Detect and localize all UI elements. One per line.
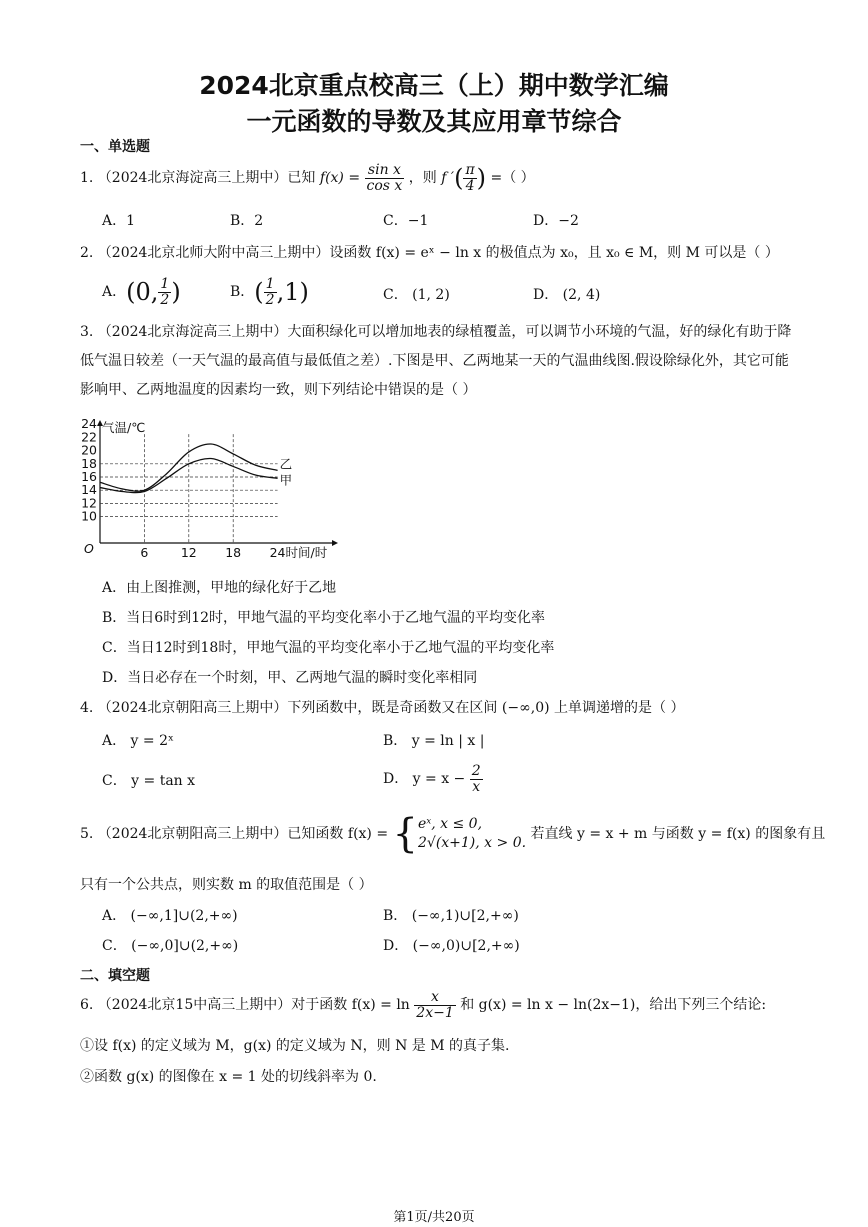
q2-option-a-left: (0, bbox=[126, 278, 159, 306]
q5-option-a[interactable]: A． (−∞,1]∪(2,+∞) bbox=[102, 908, 238, 924]
q2-option-c[interactable]: C． (1, 2) bbox=[383, 287, 450, 303]
y-tick-label-22: 22 bbox=[81, 429, 97, 445]
q2-option-a-label: A． bbox=[102, 284, 127, 300]
q3-option-c[interactable]: C．当日12时到18时，甲地气温的平均变化率小于乙地气温的平均变化率 bbox=[102, 640, 555, 656]
page-title: 2024北京重点校高三（上）期中数学汇编 bbox=[199, 71, 669, 100]
question-2: 2. （2024北京北师大附中高三上期中）设函数 f(x) = eˣ − ln x 的极值点为 x₀，且 x₀ ∈ M，则 M 可以是（ ） bbox=[80, 245, 779, 261]
q4-option-c[interactable]: C． y = tan x bbox=[102, 773, 196, 789]
q6-conclusion-1: ①设 f(x) 的定义域为 M，g(x) 的定义域为 N，则 N 是 M 的真子集. bbox=[80, 1038, 510, 1054]
q2-option-a-fraction bbox=[158, 277, 171, 307]
q6-den: 2x−1 bbox=[416, 1004, 454, 1021]
q1-arg-num: π bbox=[465, 161, 475, 178]
q2-option-b-left: ( bbox=[254, 278, 264, 306]
x-tick-label-12: 12 bbox=[180, 545, 197, 560]
q4-option-d-num: 2 bbox=[471, 762, 481, 779]
q1-fraction bbox=[365, 163, 405, 193]
q5-piecewise bbox=[418, 815, 526, 853]
x-tick-label-6: 6 bbox=[140, 545, 149, 560]
y-tick-label-10: 10 bbox=[81, 508, 97, 524]
y-tick-label-12: 12 bbox=[81, 495, 97, 511]
q5-piece-2: 2√(x+1), x > 0. bbox=[417, 835, 527, 851]
q4-option-d-fraction bbox=[470, 764, 483, 794]
x-tick-label-24: 24时间/时 bbox=[269, 545, 328, 560]
q1-den: cos x bbox=[366, 177, 403, 194]
q2-option-a-right: ) bbox=[171, 278, 181, 306]
q6-suffix: 和 g(x) = ln x − ln(2x−1)，给出下列三个结论: bbox=[460, 997, 767, 1013]
q1-prefix: 1. （2024北京海淀高三上期中）已知 bbox=[80, 170, 316, 186]
q5-piece-1: eˣ, x ≤ 0, bbox=[417, 816, 483, 833]
origin-label: O bbox=[84, 541, 94, 556]
q1-option-c[interactable]: C．−1 bbox=[383, 213, 429, 229]
series-label-乙: 乙 bbox=[279, 456, 293, 472]
q2-option-b[interactable] bbox=[230, 274, 309, 310]
x-axis-arrow bbox=[332, 540, 338, 546]
q1-fx: f(x) = bbox=[319, 170, 361, 186]
y-tick-label-14: 14 bbox=[81, 482, 97, 498]
q1-option-a[interactable]: A．1 bbox=[102, 213, 136, 229]
q5-option-c[interactable]: C． (−∞,0]∪(2,+∞) bbox=[102, 938, 239, 954]
x-tick-label-18: 18 bbox=[225, 545, 242, 560]
y-tick-label-20: 20 bbox=[81, 442, 97, 458]
q2-option-b-fraction bbox=[264, 277, 277, 307]
q5-option-b[interactable]: B． (−∞,1)∪[2,+∞) bbox=[383, 908, 519, 924]
question-4: 4. （2024北京朝阳高三上期中）下列函数中，既是奇函数又在区间 (−∞,0) 上单调递增的是（ ） bbox=[80, 700, 685, 716]
temperature-chart bbox=[80, 418, 340, 563]
q4-option-d-den: x bbox=[472, 778, 481, 795]
q1-fprime: f ′ bbox=[441, 170, 455, 186]
q1-arg-fraction bbox=[463, 163, 476, 193]
q2-option-b-den: 2 bbox=[265, 291, 275, 308]
y-tick-label-18: 18 bbox=[81, 455, 97, 471]
question-6 bbox=[80, 984, 766, 1026]
q1-suffix: =（ ） bbox=[490, 170, 535, 186]
q2-option-b-right: ,1) bbox=[276, 278, 309, 306]
q2-option-b-label: B． bbox=[230, 284, 255, 300]
q2-option-b-num: 1 bbox=[265, 275, 275, 292]
q2-option-a-den: 2 bbox=[160, 291, 170, 308]
q4-option-d[interactable] bbox=[383, 760, 483, 798]
q1-option-d[interactable]: D．−2 bbox=[533, 213, 579, 229]
q3-option-b[interactable]: B．当日6时到12时，甲地气温的平均变化率小于乙地气温的平均变化率 bbox=[102, 610, 546, 626]
q1-arg-den: 4 bbox=[465, 177, 475, 194]
q3-option-d[interactable]: D．当日必存在一个时刻，甲、乙两地气温的瞬时变化率相同 bbox=[102, 670, 478, 686]
q6-fraction bbox=[414, 990, 455, 1020]
question-5: 5. （2024北京朝阳高三上期中）已知函数 f(x) = { eˣ, x ≤ 0, 2√(x+1), x > 0. 若直线 y = x + m 与函数 y = f(x) 的图象有且 bbox=[80, 811, 826, 857]
y-tick-label-16: 16 bbox=[81, 469, 97, 484]
q4-option-b[interactable]: B． y = ln | x | bbox=[383, 733, 485, 749]
question-1: 1. （2024北京海淀高三上期中）已知 f(x) = $\frac{\text{sin x}}{\text{cos x}}$ ，则 f ′( $\frac{\pi}{4}$ ) =（ ） bbox=[80, 161, 535, 194]
q4-option-d-label: D． y = x − bbox=[383, 771, 466, 787]
section-heading-single-choice: 一、单选题 bbox=[80, 139, 150, 155]
q3-option-a[interactable]: A．由上图推测，甲地的绿化好于乙地 bbox=[102, 580, 337, 596]
q2-option-a-num: 1 bbox=[160, 275, 170, 292]
section-heading-fill-in: 二、填空题 bbox=[80, 968, 150, 984]
y-tick-label-24: 24 bbox=[81, 418, 97, 432]
question-3: 3. （2024北京海淀高三上期中）大面积绿化可以增加地表的绿植覆盖，可以调节小环境的气温，好的绿化有助于降低气温日较差（一天气温的最高值与最低值之差）.下图是甲、乙两地某一天的气温曲线图.假设除绿化外，其它可能影响甲、乙两地温度的因素均一致，则下列结论中错误的是（ ） bbox=[80, 324, 792, 398]
q5-option-d[interactable]: D． (−∞,0)∪[2,+∞) bbox=[383, 938, 520, 954]
q1-num: sin x bbox=[365, 163, 405, 179]
q5-suffix: 若直线 y = x + m 与函数 y = f(x) 的图象有且 bbox=[530, 826, 826, 842]
page-subtitle: 一元函数的导数及其应用章节综合 bbox=[246, 107, 622, 136]
q1-mid: ，则 bbox=[408, 170, 437, 186]
q2-option-a[interactable] bbox=[102, 274, 181, 310]
q5-prefix: 5. （2024北京朝阳高三上期中）已知函数 f(x) = bbox=[80, 826, 389, 842]
q1-option-b[interactable]: B．2 bbox=[230, 213, 264, 229]
q4-option-a[interactable]: A． y = 2ˣ bbox=[102, 733, 174, 749]
q6-num: x bbox=[414, 990, 455, 1006]
series-label-甲: 甲 bbox=[279, 472, 293, 488]
page-footer: 第1页/共20页 bbox=[393, 1210, 475, 1225]
q6-prefix: 6. （2024北京15中高三上期中）对于函数 f(x) = ln bbox=[80, 997, 410, 1013]
q2-option-d[interactable]: D． (2, 4) bbox=[533, 287, 601, 303]
q6-conclusion-2: ②函数 g(x) 的图像在 x = 1 处的切线斜率为 0. bbox=[80, 1069, 377, 1085]
question-5-line-2: 只有一个公共点，则实数 m 的取值范围是（ ） bbox=[80, 877, 373, 893]
y-axis-label: 气温/℃ bbox=[102, 420, 146, 435]
